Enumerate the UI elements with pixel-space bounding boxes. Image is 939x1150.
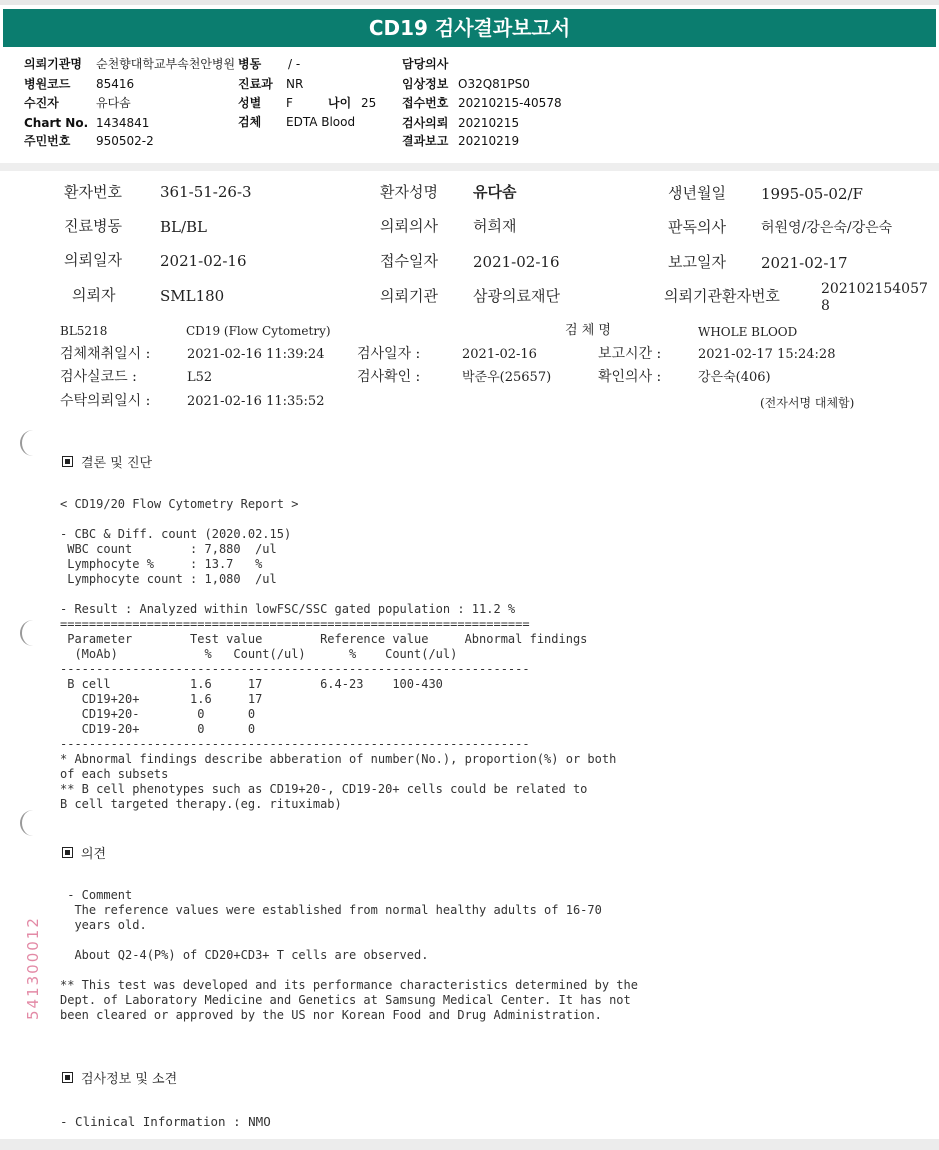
collect-value: 2021-02-16 11:39:24 xyxy=(187,347,325,362)
text-line xyxy=(60,933,638,948)
name-value: 유다솜 xyxy=(473,183,517,201)
text-line: ** This test was developed and its performance characteristics determined by the xyxy=(60,978,638,992)
confirm-label: 검사확인 : xyxy=(357,369,421,385)
age-value: 25 xyxy=(361,96,377,110)
clinical-information: - Clinical Information : NMO xyxy=(60,1114,271,1129)
header-separator xyxy=(0,163,939,171)
collect-label: 검체채취일시 : xyxy=(60,346,151,362)
test-req-value: 20210215 xyxy=(458,116,520,130)
text-line: The reference values were established from normal healthy adults of 16-70 xyxy=(60,903,602,917)
top-strip xyxy=(0,0,939,5)
rrn-value: 950502-2 xyxy=(96,134,154,148)
punch-hole xyxy=(20,810,36,836)
confirm-doc-label: 확인의사 : xyxy=(598,369,662,385)
text-line: CD19-20+ 0 0 xyxy=(60,722,256,736)
ward2-value: BL/BL xyxy=(160,218,208,236)
requester-label: 의뢰자 xyxy=(72,286,116,304)
text-line: Lymphocyte count : 1,080 /ul xyxy=(60,572,277,586)
receipt-no-label: 접수번호 xyxy=(402,96,449,110)
specimen-name-value: WHOLE BLOOD xyxy=(698,325,798,339)
comment-block xyxy=(60,888,638,1023)
flow-cytometry-report xyxy=(60,497,616,812)
checkbox-square-icon xyxy=(62,456,73,467)
read-doc-label: 판독의사 xyxy=(668,218,726,236)
dob-value: 1995-05-02/F xyxy=(761,185,863,203)
text-line: WBC count : 7,880 /ul xyxy=(60,542,277,556)
punch-hole xyxy=(20,430,36,456)
punch-hole xyxy=(20,620,36,646)
age-label: 나이 xyxy=(328,96,352,110)
report-date-label: 보고일자 xyxy=(668,253,726,271)
patient-label: 수진자 xyxy=(24,96,59,110)
esign-note: (전자서명 대체함) xyxy=(760,396,855,410)
room-label: 검사실코드 : xyxy=(60,369,137,385)
ward-label: 병동 xyxy=(238,57,262,71)
rrn-label: 주민번호 xyxy=(24,134,71,148)
section-conclusion-title: 결론 및 진단 xyxy=(81,456,153,471)
test-name: CD19 (Flow Cytometry) xyxy=(186,324,331,338)
specimen-value: EDTA Blood xyxy=(286,115,356,129)
result-report-label: 결과보고 xyxy=(402,134,449,148)
confirm-value: 박준우(25657) xyxy=(462,370,552,385)
req-org-value: 순천향대학교부속천안병원 xyxy=(96,57,236,71)
text-line xyxy=(60,963,638,978)
pid-value: 361-51-26-3 xyxy=(160,183,252,201)
section-opinion-title: 의견 xyxy=(81,847,107,862)
text-line: < CD19/20 Flow Cytometry Report > xyxy=(60,497,299,511)
checkbox-square-icon xyxy=(62,1072,73,1083)
result-report-value: 20210219 xyxy=(458,134,520,148)
text-line: CD19+20- 0 0 xyxy=(60,707,256,721)
sex-value: F xyxy=(286,96,293,110)
report-time-value: 2021-02-17 15:24:28 xyxy=(698,347,836,362)
text-line: CD19+20+ 1.6 17 xyxy=(60,692,263,706)
report-time-label: 보고시간 : xyxy=(598,346,662,362)
section-test-info-title: 검사정보 및 소견 xyxy=(81,1072,178,1087)
ward-value: / - xyxy=(288,57,301,71)
inst-pid-label: 의뢰기관환자번호 xyxy=(664,287,780,305)
name-label: 환자성명 xyxy=(380,183,438,201)
text-line: B cell targeted therapy.(eg. rituximab) xyxy=(60,797,342,811)
text-line: Parameter Test value Reference value Abnormal findings xyxy=(60,632,588,646)
confirm-doc-value: 강은숙(406) xyxy=(698,370,771,385)
text-line: Dept. of Laboratory Medicine and Genetics at Samsung Medical Center. It has not xyxy=(60,993,631,1007)
consign-value: 2021-02-16 11:35:52 xyxy=(187,394,325,409)
text-line: ================================================================= xyxy=(60,617,530,631)
req-doc-label: 의뢰의사 xyxy=(380,217,438,235)
recv-date-label: 접수일자 xyxy=(380,252,438,270)
requester-value: SML180 xyxy=(160,287,225,305)
text-line: * Abnormal findings describe abberation of number(No.), proportion(%) or both xyxy=(60,752,617,766)
text-line xyxy=(60,587,616,602)
section-test-info xyxy=(62,1068,177,1087)
read-doc-value: 허원영/강은숙/강은숙 xyxy=(761,220,893,236)
footer-strip xyxy=(0,1139,939,1150)
test-code: BL5218 xyxy=(60,324,108,338)
receipt-no-value: 20210215-40578 xyxy=(458,96,562,110)
text-line: been cleared or approved by the US nor Korean Food and Drug Administration. xyxy=(60,1008,602,1022)
chart-label: Chart No. xyxy=(24,116,89,130)
text-line xyxy=(60,512,616,527)
consign-label: 수탁의뢰일시 : xyxy=(60,393,151,409)
report-title: CD19 검사결과보고서 xyxy=(3,9,936,47)
req-date-value: 2021-02-16 xyxy=(160,252,247,270)
document-stamp-number: 541300012 xyxy=(24,916,42,1020)
req-inst-value: 삼광의료재단 xyxy=(473,287,560,305)
test-date-label: 검사일자 : xyxy=(357,346,421,362)
chart-value: 1434841 xyxy=(96,116,150,130)
inst-pid-value-1: 202102154057 xyxy=(821,281,928,297)
text-line: ----------------------------------------------------------------- xyxy=(60,737,530,751)
dob-label: 생년월일 xyxy=(668,184,726,202)
doctor-label: 담당의사 xyxy=(402,57,449,71)
text-line: ----------------------------------------------------------------- xyxy=(60,662,530,676)
pid-label: 환자번호 xyxy=(64,183,122,201)
text-line: years old. xyxy=(60,918,147,932)
clinical-label: 임상정보 xyxy=(402,77,449,91)
section-conclusion xyxy=(62,452,152,471)
text-line: ** B cell phenotypes such as CD19+20-, CD19-20+ cells could be related to xyxy=(60,782,588,796)
patient-value: 유다솜 xyxy=(96,96,131,110)
checkbox-square-icon xyxy=(62,847,73,858)
text-line: B cell 1.6 17 6.4-23 100-430 xyxy=(60,677,443,691)
text-line: (MoAb) % Count(/ul) % Count(/ul) xyxy=(60,647,458,661)
specimen-label: 검체 xyxy=(238,115,262,129)
clinical-value: O32Q81PS0 xyxy=(458,77,530,91)
text-line: - CBC & Diff. count (2020.02.15) xyxy=(60,527,292,541)
ward2-label: 진료병동 xyxy=(64,217,122,235)
specimen-name-label: 검 체 명 xyxy=(565,323,611,338)
req-org-label: 의뢰기관명 xyxy=(24,57,82,71)
text-line: - Result : Analyzed within lowFSC/SSC gated population : 11.2 % xyxy=(60,602,516,616)
req-inst-label: 의뢰기관 xyxy=(380,287,438,305)
req-date-label: 의뢰일자 xyxy=(64,251,122,269)
text-line: - Comment xyxy=(60,888,133,902)
section-opinion xyxy=(62,843,106,862)
hosp-code-label: 병원코드 xyxy=(24,77,71,91)
room-value: L52 xyxy=(187,370,213,385)
text-line: About Q2-4(P%) of CD20+CD3+ T cells are observed. xyxy=(60,948,429,962)
hosp-code-value: 85416 xyxy=(96,77,135,91)
test-req-label: 검사의뢰 xyxy=(402,116,449,130)
report-date-value: 2021-02-17 xyxy=(761,254,848,272)
req-doc-value: 허희재 xyxy=(473,217,517,235)
test-date-value: 2021-02-16 xyxy=(462,347,537,362)
dept-label: 진료과 xyxy=(238,77,273,91)
recv-date-value: 2021-02-16 xyxy=(473,253,560,271)
inst-pid-value-2: 8 xyxy=(821,298,830,314)
dept-value: NR xyxy=(286,77,304,91)
text-line: Lymphocyte % : 13.7 % xyxy=(60,557,263,571)
text-line: of each subsets xyxy=(60,767,169,781)
sex-label: 성별 xyxy=(238,96,262,110)
